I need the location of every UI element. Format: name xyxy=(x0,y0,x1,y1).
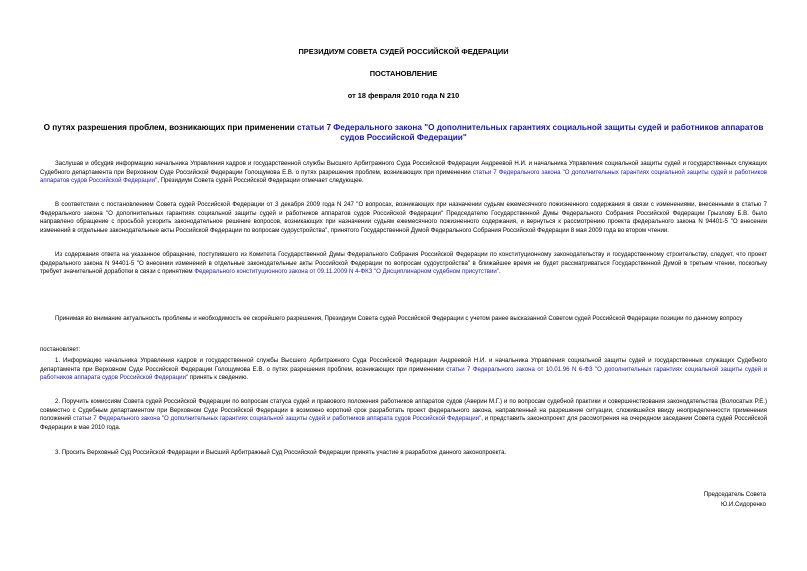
paragraph-3-text-b: . xyxy=(498,268,501,276)
paragraph-1-text-b: , Президиум Совета судей Российской Федерации отмечает следующее. xyxy=(157,177,364,185)
document-title xyxy=(40,123,767,143)
signature-position: Председатель Совета xyxy=(703,491,766,498)
item-2 xyxy=(40,398,767,432)
header-org: ПРЕЗИДИУМ СОВЕТА СУДЕЙ РОССИЙСКОЙ ФЕДЕРАЦИИ xyxy=(298,47,509,56)
signature-block xyxy=(704,490,766,510)
paragraph-resolves: постановляет: xyxy=(40,346,81,353)
paragraph-2: В соответствии с постановлением Совета судей Российской Федерации от 3 декабря 2009 года N 247 "О вопросах, возникающих при назначении судьям ежемесячного пожизненного содержания в связи с изменениями, внесенными в статью 7 Федерального закона "О дополнительных гарантиях социальной защиты судей и работников аппаратов судов Российской Федерации" Председателю Государственной Думы Федерального Собрания Российской Федерации Грызлову Б.В. было направлено обращение с просьбой ускорить законодательное решение вопросов, возникающих при назначении судьям ежемесячного пожизненного содержания, и вернуться к рассмотрению проекта федерального закона N 94401-5 "О внесении изменений в отдельные законодательные акты Российской Федерации по вопросам судоустройства", принятого Государственной Думой Федерального Собрания Российской Федерации 8 мая 2009 года во втором чтении. xyxy=(40,201,767,234)
item-1-law-link[interactable]: статьи 7 Федерального закона от 10.01.96 N 6-ФЗ "О дополнительных гарантиях социальной защиты судей и работников аппарата судов Российской Федерации" xyxy=(40,365,767,382)
item-2-text-b: , и представить законопроект для рассмотрения на очередном заседании Совета судей Российской Федерации в мае 2010 года. xyxy=(40,415,767,431)
paragraph-3-law-link[interactable]: Федерального конституционного закона от 09.11.2009 N 4-ФКЗ "О Дисциплинарном судебном присутствии" xyxy=(194,268,499,276)
paragraph-3 xyxy=(40,251,767,277)
paragraph-4: Принимая во внимание актуальность проблемы и необходимость ее скорейшего разрешения, Президиум Совета судей Российской Федерации с учетом ранее высказанной Советом судей Российской Федерации позиции по данному вопросу xyxy=(55,315,743,322)
paragraph-1-text-a: Заслушав и обсудив информацию начальника Управления кадров и государственной службы Высшего Арбитражного Суда Российской Федерации Андреевой Н.И. и начальника Управления социальной защиты судей и государственных служащих Судебного департамента при Верховном Суде Российской Федерации Голощумова Е.В. о путях разрешения проблем, возникающих при применении xyxy=(40,160,767,176)
item-1-text-a: 1. Информацию начальника Управления кадров и государственной службы Высшего Арбитражного Суда Российской Федерации Андреевой Н.И. и начальника Управления социальной защиты судей и государственных служащих Судебного департамента при Верховном Суде Российской Федерации Голощумова Е.В. о путях разрешения проблем, возникающих при применении xyxy=(40,357,767,373)
signature-name: Ю.И.Сидоренко xyxy=(721,501,766,508)
paragraph-3-text-a: Из содержания ответа на указанное обращение, поступившего из Комитета Государственной Думы Федерального Собрания Российской Федерации по конституционному законодательству и государственному строительству, следует, что проект федерального закона N 94401-5 "О внесении изменений в отдельные законодательные акты Российской Федерации по вопросам судоустройства" в ближайшее время не будет рассматриваться Государственной Думой в третьем чтении, поскольку требует значительной доработки в связи с принятием xyxy=(40,251,767,276)
item-1-text-b: принять к сведению. xyxy=(188,374,249,382)
title-law-link[interactable]: статьи 7 Федерального закона "О дополнительных гарантиях социальной защиты судей и работников аппаратов судов Российской Федерации" xyxy=(297,123,764,142)
item-1 xyxy=(40,357,767,383)
paragraph-1-law-link[interactable]: статьи 7 Федерального закона "О дополнительных гарантиях социальной защиты судей и работников аппаратов судов Российской Федерации" xyxy=(40,168,767,185)
header-doc-type: ПОСТАНОВЛЕНИЕ xyxy=(369,69,438,78)
item-3: 3. Просить Верховный Суд Российской Федерации и Высший Арбитражный Суд Российской Федерации принять участие в разработке данного законопроекта. xyxy=(55,449,507,456)
paragraph-1 xyxy=(40,160,767,186)
item-2-text-a: 2. Поручить комиссиям Совета судей Российской Федерации по вопросам статуса судей и правового положения работников аппаратов судов (Аверин М.Г.) и по вопросам судебной практики и совершенствования законодательства (Волосатых Р.Е.) совместно с Судебным департаментом при Верховном Суде Российской Федерации в возможно короткий срок разработать проект федерального закона, направленный на разрешение ситуации, сложившейся ввиду неопределенности применения положений xyxy=(40,398,767,423)
title-text: О путях разрешения проблем, возникающих при применении xyxy=(43,123,298,132)
header-date-number: от 18 февраля 2010 года N 210 xyxy=(347,91,460,100)
item-2-law-link[interactable]: статьи 7 Федерального закона "О дополнительных гарантиях социальной защиты судей и работников аппарата судов Российской Федерации" xyxy=(73,415,482,423)
